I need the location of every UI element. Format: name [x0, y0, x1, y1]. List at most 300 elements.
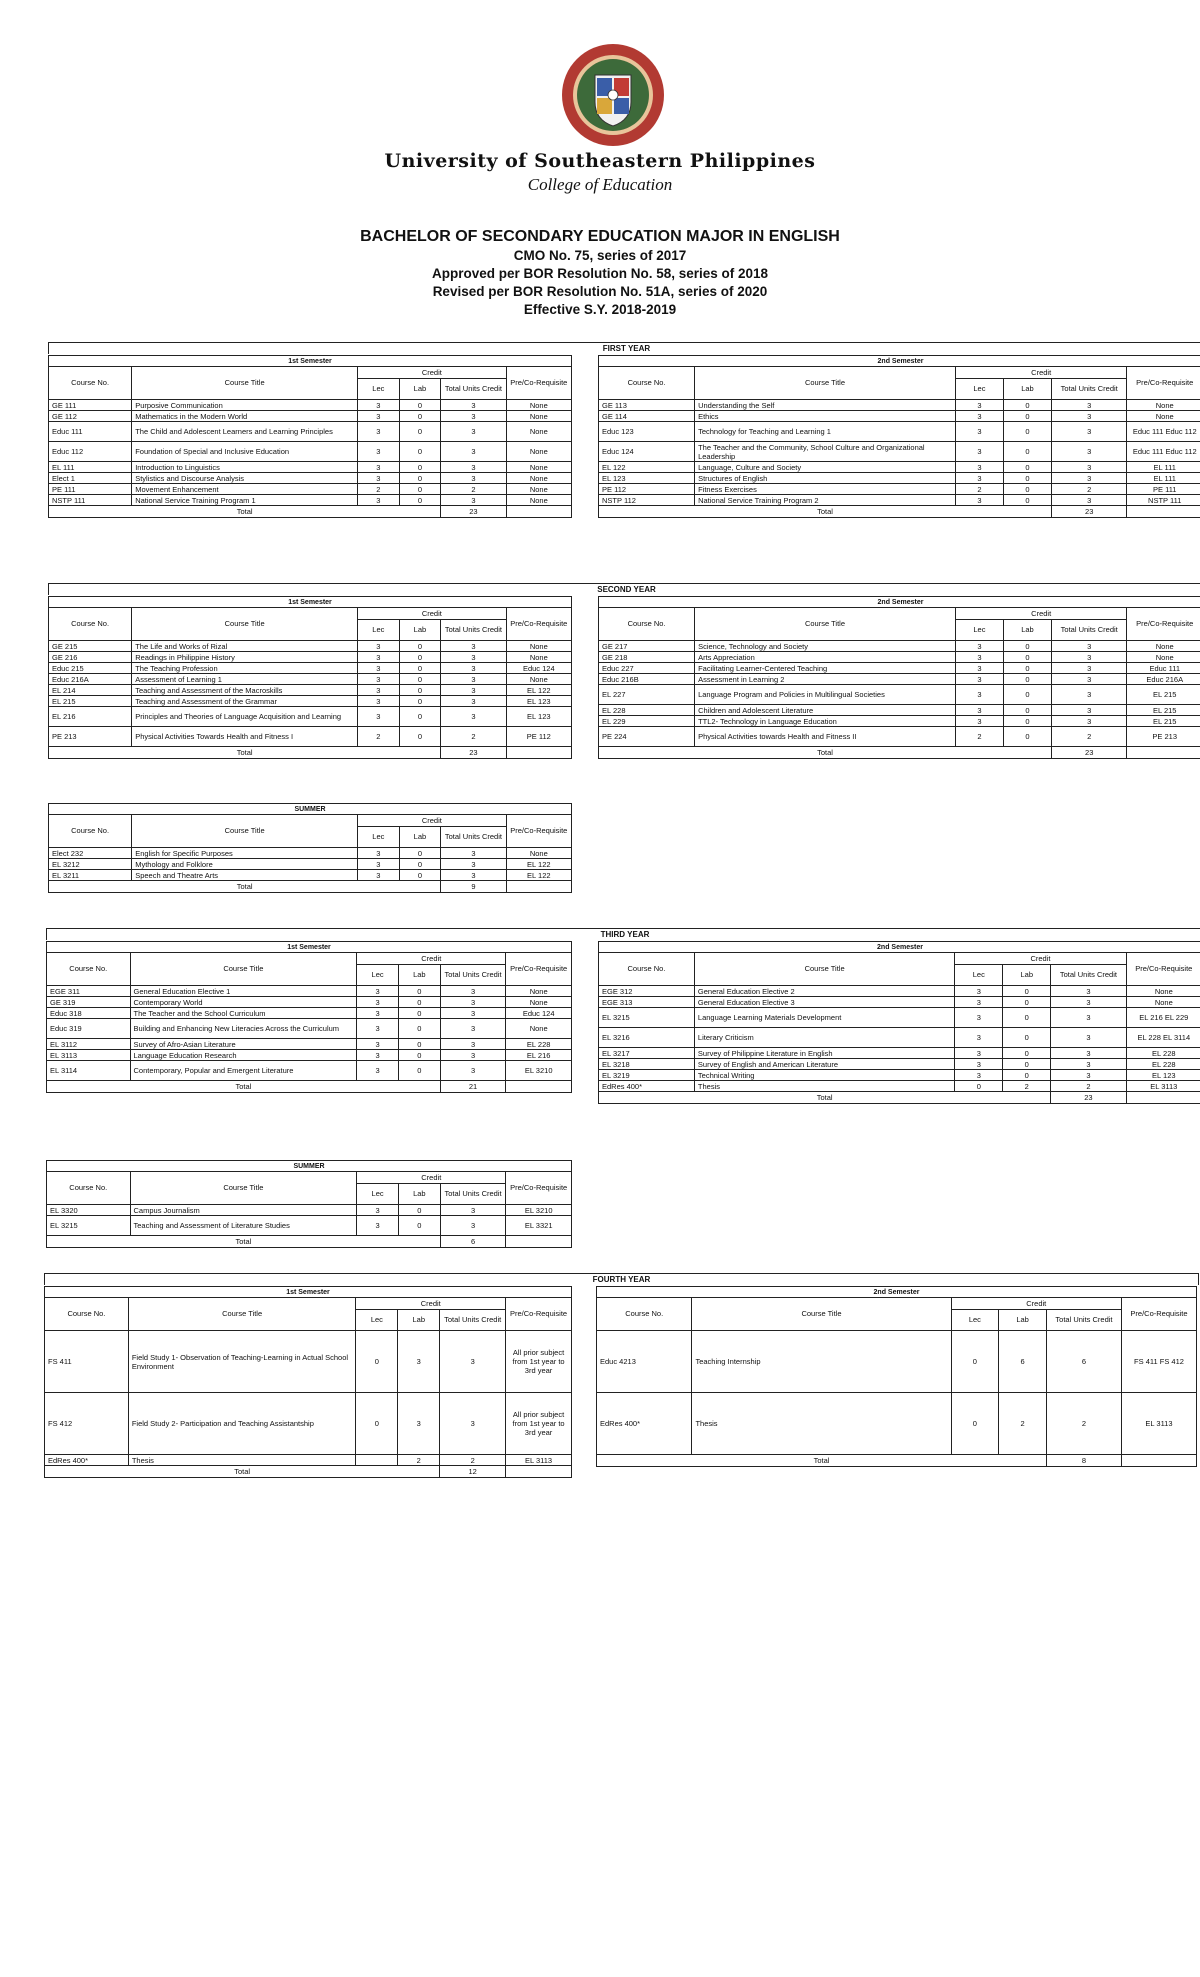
prerequisite: Educ 111 Educ 112	[1127, 442, 1200, 462]
lec-units: 3	[955, 442, 1003, 462]
prerequisite: All prior subject from 1st year to 3rd year	[506, 1393, 572, 1455]
lab-units: 0	[399, 442, 441, 462]
lec-units: 3	[357, 1216, 399, 1236]
lec-units: 3	[358, 495, 400, 506]
course-title: General Education Elective 2	[694, 986, 954, 997]
course-row	[597, 1393, 1197, 1455]
course-title: Literary Criticism	[694, 1028, 954, 1048]
course-no: GE 112	[49, 411, 132, 422]
lab-units: 0	[1003, 727, 1051, 747]
lab-units: 0	[399, 641, 441, 652]
course-row	[599, 473, 1200, 484]
total-blank	[1126, 1092, 1200, 1104]
lec-units: 3	[358, 685, 400, 696]
lec-units: 3	[955, 652, 1003, 663]
total-units: 3	[441, 400, 506, 411]
total-units: 3	[441, 674, 506, 685]
fourth-year-bar: FOURTH YEAR	[44, 1273, 1199, 1285]
lec-units: 3	[357, 997, 399, 1008]
course-title: Children and Adolescent Literature	[695, 705, 956, 716]
col-course-title: Course Title	[692, 1298, 951, 1331]
course-row	[49, 411, 572, 422]
prerequisite: EL 122	[506, 870, 571, 881]
course-row	[599, 495, 1200, 506]
lec-units: 3	[358, 641, 400, 652]
prerequisite: None	[506, 484, 571, 495]
lec-units: 3	[955, 462, 1003, 473]
prerequisite: EL 228 EL 3114	[1126, 1028, 1200, 1048]
total-units: 3	[440, 1050, 506, 1061]
course-title: Movement Enhancement	[132, 484, 358, 495]
third-year-sem2-table	[598, 941, 1200, 1104]
lec-units: 3	[955, 473, 1003, 484]
course-row	[599, 462, 1200, 473]
lab-units: 0	[1003, 495, 1051, 506]
course-no: GE 114	[599, 411, 695, 422]
course-row	[49, 422, 572, 442]
lab-units: 0	[398, 1019, 440, 1039]
total-units: 3	[441, 696, 506, 707]
prerequisite: PE 213	[1127, 727, 1200, 747]
lec-units: 3	[357, 1061, 399, 1081]
course-title: Language, Culture and Society	[695, 462, 956, 473]
lec-units: 3	[357, 1039, 399, 1050]
course-no: Educ 112	[49, 442, 132, 462]
total-units: 3	[440, 1216, 506, 1236]
total-label: Total	[599, 747, 1052, 759]
course-row	[599, 442, 1200, 462]
course-title: General Education Elective 3	[694, 997, 954, 1008]
col-total-units: Total Units Credit	[441, 827, 506, 848]
lec-units: 3	[955, 1070, 1003, 1081]
semester-label: 1st Semester	[45, 1287, 572, 1298]
prerequisite: EL 216 EL 229	[1126, 1008, 1200, 1028]
total-blank	[506, 1236, 572, 1248]
prerequisite: EL 3321	[506, 1216, 572, 1236]
course-table	[598, 596, 1200, 759]
total-blank	[506, 747, 571, 759]
col-lec: Lec	[356, 1310, 398, 1331]
total-units-value: 23	[1051, 747, 1127, 759]
course-no: PE 111	[49, 484, 132, 495]
course-row	[599, 422, 1200, 442]
col-lab: Lab	[999, 1310, 1047, 1331]
lab-units: 0	[1003, 652, 1051, 663]
approved-line: Approved per BOR Resolution No. 58, series of 2018	[431, 266, 769, 281]
course-row	[599, 1048, 1200, 1059]
course-row	[49, 495, 572, 506]
col-credit: Credit	[955, 608, 1127, 620]
total-units: 3	[441, 685, 506, 696]
prerequisite: None	[1126, 997, 1200, 1008]
course-row	[599, 997, 1200, 1008]
lec-units: 2	[955, 484, 1003, 495]
course-no: EGE 312	[599, 986, 695, 997]
course-no: EL 228	[599, 705, 695, 716]
col-course-title: Course Title	[132, 608, 358, 641]
lab-units: 0	[1003, 716, 1051, 727]
course-row	[49, 727, 572, 747]
course-title: Teaching and Assessment of the Grammar	[132, 696, 358, 707]
course-title: Teaching and Assessment of Literature Studies	[130, 1216, 357, 1236]
lab-units: 0	[398, 986, 440, 997]
prerequisite: None	[506, 495, 571, 506]
lec-units: 3	[955, 1048, 1003, 1059]
lab-units: 0	[1003, 462, 1051, 473]
course-row	[49, 641, 572, 652]
col-lab: Lab	[1003, 620, 1051, 641]
prerequisite: None	[506, 442, 571, 462]
semester-label: SUMMER	[47, 1161, 572, 1172]
course-title: General Education Elective 1	[130, 986, 357, 997]
lec-units: 3	[955, 411, 1003, 422]
second-year-sem1-table	[48, 596, 572, 759]
lab-units: 0	[399, 462, 441, 473]
course-row	[599, 705, 1200, 716]
course-row	[599, 1008, 1200, 1028]
col-course-title: Course Title	[695, 367, 956, 400]
course-row	[599, 1028, 1200, 1048]
lec-units: 3	[358, 674, 400, 685]
total-units: 3	[441, 411, 506, 422]
course-row	[47, 986, 572, 997]
course-row	[599, 484, 1200, 495]
course-row	[599, 1059, 1200, 1070]
lec-units: 3	[358, 848, 400, 859]
col-course-no: Course No.	[599, 367, 695, 400]
course-no: EL 3114	[47, 1061, 131, 1081]
lec-units: 3	[358, 462, 400, 473]
course-title: Building and Enhancing New Literacies Across the Curriculum	[130, 1019, 357, 1039]
course-title: Contemporary, Popular and Emergent Literature	[130, 1061, 357, 1081]
lec-units: 3	[358, 652, 400, 663]
lab-units: 0	[1003, 705, 1051, 716]
course-table	[48, 596, 572, 759]
course-no: EdRes 400*	[599, 1081, 695, 1092]
lec-units	[356, 1455, 398, 1466]
col-course-no: Course No.	[49, 367, 132, 400]
course-title: Speech and Theatre Arts	[132, 870, 358, 881]
lec-units: 3	[955, 997, 1003, 1008]
total-units: 2	[441, 484, 506, 495]
lec-units: 3	[955, 663, 1003, 674]
course-no: FS 411	[45, 1331, 129, 1393]
prerequisite: Educ 216A	[1127, 674, 1200, 685]
prerequisite: None	[506, 997, 572, 1008]
course-title: Principles and Theories of Language Acquisition and Learning	[132, 707, 358, 727]
prerequisite: None	[1127, 411, 1200, 422]
first-year-sem1-table	[48, 355, 572, 518]
lab-units: 0	[1003, 1008, 1051, 1028]
course-row	[49, 674, 572, 685]
lab-units: 0	[399, 663, 441, 674]
total-units: 3	[1051, 411, 1127, 422]
col-course-title: Course Title	[132, 815, 358, 848]
course-title: Field Study 1- Observation of Teaching-Learning in Actual School Environment	[128, 1331, 356, 1393]
course-title: The Teacher and the Community, School Culture and Organizational Leadership	[695, 442, 956, 462]
lab-units: 0	[1003, 411, 1051, 422]
course-title: Understanding the Self	[695, 400, 956, 411]
course-no: EL 3112	[47, 1039, 131, 1050]
course-title: Teaching and Assessment of the Macroskills	[132, 685, 358, 696]
course-no: EL 229	[599, 716, 695, 727]
lab-units: 0	[399, 422, 441, 442]
lab-units: 0	[399, 484, 441, 495]
total-units: 3	[1051, 1048, 1126, 1059]
prerequisite: EL 215	[1127, 705, 1200, 716]
prerequisite: None	[506, 986, 572, 997]
total-units: 3	[441, 422, 506, 442]
prerequisite: NSTP 111	[1127, 495, 1200, 506]
course-no: EL 216	[49, 707, 132, 727]
total-units: 3	[1051, 1028, 1126, 1048]
course-title: Facilitating Learner-Centered Teaching	[695, 663, 956, 674]
total-units: 3	[440, 1008, 506, 1019]
col-prereq: Pre/Co-Requisite	[1126, 953, 1200, 986]
course-title: Science, Technology and Society	[695, 641, 956, 652]
total-units: 3	[1051, 986, 1126, 997]
col-total-units: Total Units Credit	[1051, 379, 1127, 400]
prerequisite: None	[1127, 641, 1200, 652]
lec-units: 2	[358, 484, 400, 495]
course-no: Educ 215	[49, 663, 132, 674]
lec-units: 3	[955, 674, 1003, 685]
lab-units: 0	[1003, 1070, 1051, 1081]
total-units-value: 23	[441, 747, 506, 759]
lec-units: 0	[951, 1331, 999, 1393]
lec-units: 0	[356, 1393, 398, 1455]
course-row	[49, 484, 572, 495]
lec-units: 3	[955, 1059, 1003, 1070]
lec-units: 3	[358, 859, 400, 870]
col-course-no: Course No.	[45, 1298, 129, 1331]
total-label: Total	[599, 1092, 1051, 1104]
col-credit: Credit	[357, 1172, 506, 1184]
lab-units: 3	[398, 1331, 440, 1393]
lab-units: 0	[1003, 685, 1051, 705]
total-blank	[1127, 506, 1200, 518]
total-units: 3	[441, 495, 506, 506]
lec-units: 3	[955, 641, 1003, 652]
course-no: GE 218	[599, 652, 695, 663]
course-no: Educ 319	[47, 1019, 131, 1039]
col-prereq: Pre/Co-Requisite	[506, 1298, 572, 1331]
course-title: Language Program and Policies in Multilingual Societies	[695, 685, 956, 705]
lec-units: 3	[955, 1028, 1003, 1048]
col-credit: Credit	[358, 815, 507, 827]
lec-units: 2	[955, 727, 1003, 747]
total-blank	[506, 1081, 572, 1093]
col-lab: Lab	[1003, 379, 1051, 400]
total-units: 3	[441, 473, 506, 484]
total-units: 2	[440, 1455, 506, 1466]
lab-units: 0	[399, 707, 441, 727]
prerequisite: EL 123	[506, 707, 571, 727]
prerequisite: EL 3113	[1121, 1393, 1196, 1455]
third-year-summer-table	[46, 1160, 572, 1248]
course-no: EL 3320	[47, 1205, 131, 1216]
first-year-sem2-table	[598, 355, 1200, 518]
total-units-value: 23	[1051, 1092, 1126, 1104]
course-no: EL 3215	[599, 1008, 695, 1028]
col-prereq: Pre/Co-Requisite	[506, 608, 571, 641]
lab-units: 0	[399, 674, 441, 685]
course-title: Campus Journalism	[130, 1205, 357, 1216]
course-row	[47, 1050, 572, 1061]
course-table	[596, 1286, 1197, 1467]
lec-units: 0	[356, 1331, 398, 1393]
lec-units: 3	[357, 1019, 399, 1039]
course-title: Purposive Communication	[132, 400, 358, 411]
course-title: The Life and Works of Rizal	[132, 641, 358, 652]
total-units: 3	[441, 848, 506, 859]
total-units: 3	[1051, 1059, 1126, 1070]
course-table	[44, 1286, 572, 1478]
course-row	[599, 1070, 1200, 1081]
total-units: 3	[1051, 652, 1127, 663]
lec-units: 3	[955, 685, 1003, 705]
course-title: English for Specific Purposes	[132, 848, 358, 859]
course-row	[49, 685, 572, 696]
total-units: 3	[440, 1393, 506, 1455]
course-no: PE 213	[49, 727, 132, 747]
total-units-value: 8	[1046, 1455, 1121, 1467]
course-no: GE 217	[599, 641, 695, 652]
total-units: 2	[1051, 484, 1127, 495]
col-total-units: Total Units Credit	[440, 1184, 506, 1205]
course-no: EL 3217	[599, 1048, 695, 1059]
course-title: Fitness Exercises	[695, 484, 956, 495]
total-blank	[1121, 1455, 1196, 1467]
course-row	[47, 1008, 572, 1019]
course-row	[599, 727, 1200, 747]
lab-units: 0	[1003, 674, 1051, 685]
lab-units: 0	[398, 1216, 440, 1236]
course-title: Thesis	[692, 1393, 951, 1455]
course-title: Field Study 2- Participation and Teaching Assistantship	[128, 1393, 356, 1455]
prerequisite: Educ 124	[506, 663, 571, 674]
program-title: BACHELOR OF SECONDARY EDUCATION MAJOR IN ENGLISH	[360, 228, 840, 245]
course-title: Physical Activities towards Health and Fitness II	[695, 727, 956, 747]
col-lab: Lab	[398, 965, 440, 986]
course-row	[47, 1019, 572, 1039]
college-name: College of Education	[527, 175, 673, 194]
prerequisite: EL 3210	[506, 1061, 572, 1081]
col-total-units: Total Units Credit	[440, 965, 506, 986]
col-lab: Lab	[399, 620, 441, 641]
course-no: GE 111	[49, 400, 132, 411]
course-no: EL 3219	[599, 1070, 695, 1081]
course-no: Educ 227	[599, 663, 695, 674]
course-no: EGE 311	[47, 986, 131, 997]
lec-units: 0	[955, 1081, 1003, 1092]
total-label: Total	[47, 1236, 441, 1248]
course-no: EL 214	[49, 685, 132, 696]
col-course-title: Course Title	[130, 953, 357, 986]
course-title: Arts Appreciation	[695, 652, 956, 663]
semester-label: 1st Semester	[47, 942, 572, 953]
course-row	[49, 859, 572, 870]
total-blank	[506, 506, 571, 518]
total-units: 6	[1046, 1331, 1121, 1393]
lab-units: 0	[1003, 422, 1051, 442]
lab-units: 2	[1003, 1081, 1051, 1092]
course-row	[45, 1331, 572, 1393]
semester-label: SUMMER	[49, 804, 572, 815]
prerequisite: EL 228	[1126, 1059, 1200, 1070]
lab-units: 0	[399, 696, 441, 707]
course-title: Language Learning Materials Development	[694, 1008, 954, 1028]
course-no: Educ 216A	[49, 674, 132, 685]
course-row	[49, 707, 572, 727]
course-no: GE 113	[599, 400, 695, 411]
col-credit: Credit	[955, 367, 1127, 379]
lec-units: 3	[358, 411, 400, 422]
course-title: Introduction to Linguistics	[132, 462, 358, 473]
course-no: NSTP 111	[49, 495, 132, 506]
total-units: 3	[441, 707, 506, 727]
total-units: 3	[441, 462, 506, 473]
fourth-year-sem1-table	[44, 1286, 572, 1478]
prerequisite: FS 411 FS 412	[1121, 1331, 1196, 1393]
lec-units: 3	[955, 716, 1003, 727]
prerequisite: EL 122	[506, 859, 571, 870]
total-units-value: 23	[1051, 506, 1127, 518]
course-no: EdRes 400*	[45, 1455, 129, 1466]
lec-units: 3	[358, 707, 400, 727]
total-label: Total	[49, 506, 441, 518]
semester-label: 2nd Semester	[599, 597, 1200, 608]
prerequisite: Educ 124	[506, 1008, 572, 1019]
course-no: EL 3212	[49, 859, 132, 870]
total-blank	[506, 881, 571, 893]
total-units-value: 12	[440, 1466, 506, 1478]
cmo-line: CMO No. 75, series of 2017	[513, 248, 687, 263]
semester-label: 2nd Semester	[599, 942, 1200, 953]
course-row	[599, 986, 1200, 997]
total-units: 3	[440, 986, 506, 997]
col-lec: Lec	[358, 827, 400, 848]
lec-units: 3	[358, 400, 400, 411]
course-row	[599, 411, 1200, 422]
lab-units: 0	[1003, 473, 1051, 484]
total-units: 3	[1051, 462, 1127, 473]
total-units: 3	[1051, 495, 1127, 506]
lab-units: 0	[399, 411, 441, 422]
total-blank	[1127, 747, 1200, 759]
course-title: TTL2- Technology in Language Education	[695, 716, 956, 727]
lab-units: 0	[1003, 442, 1051, 462]
course-title: Ethics	[695, 411, 956, 422]
total-label: Total	[45, 1466, 440, 1478]
lec-units: 3	[955, 1008, 1003, 1028]
prerequisite: EL 228	[506, 1039, 572, 1050]
effective-line: Effective S.Y. 2018-2019	[523, 302, 677, 317]
total-units: 3	[441, 641, 506, 652]
course-no: GE 215	[49, 641, 132, 652]
university-name: University of Southeastern Philippines	[384, 150, 816, 172]
prerequisite: Educ 111	[1127, 663, 1200, 674]
col-course-no: Course No.	[49, 608, 132, 641]
course-table	[598, 941, 1200, 1104]
course-row	[47, 1061, 572, 1081]
col-course-title: Course Title	[132, 367, 358, 400]
lab-units: 0	[1003, 997, 1051, 1008]
total-units: 3	[1051, 685, 1127, 705]
col-prereq: Pre/Co-Requisite	[506, 1172, 572, 1205]
course-title: Mythology and Folklore	[132, 859, 358, 870]
prerequisite: EL 3210	[506, 1205, 572, 1216]
